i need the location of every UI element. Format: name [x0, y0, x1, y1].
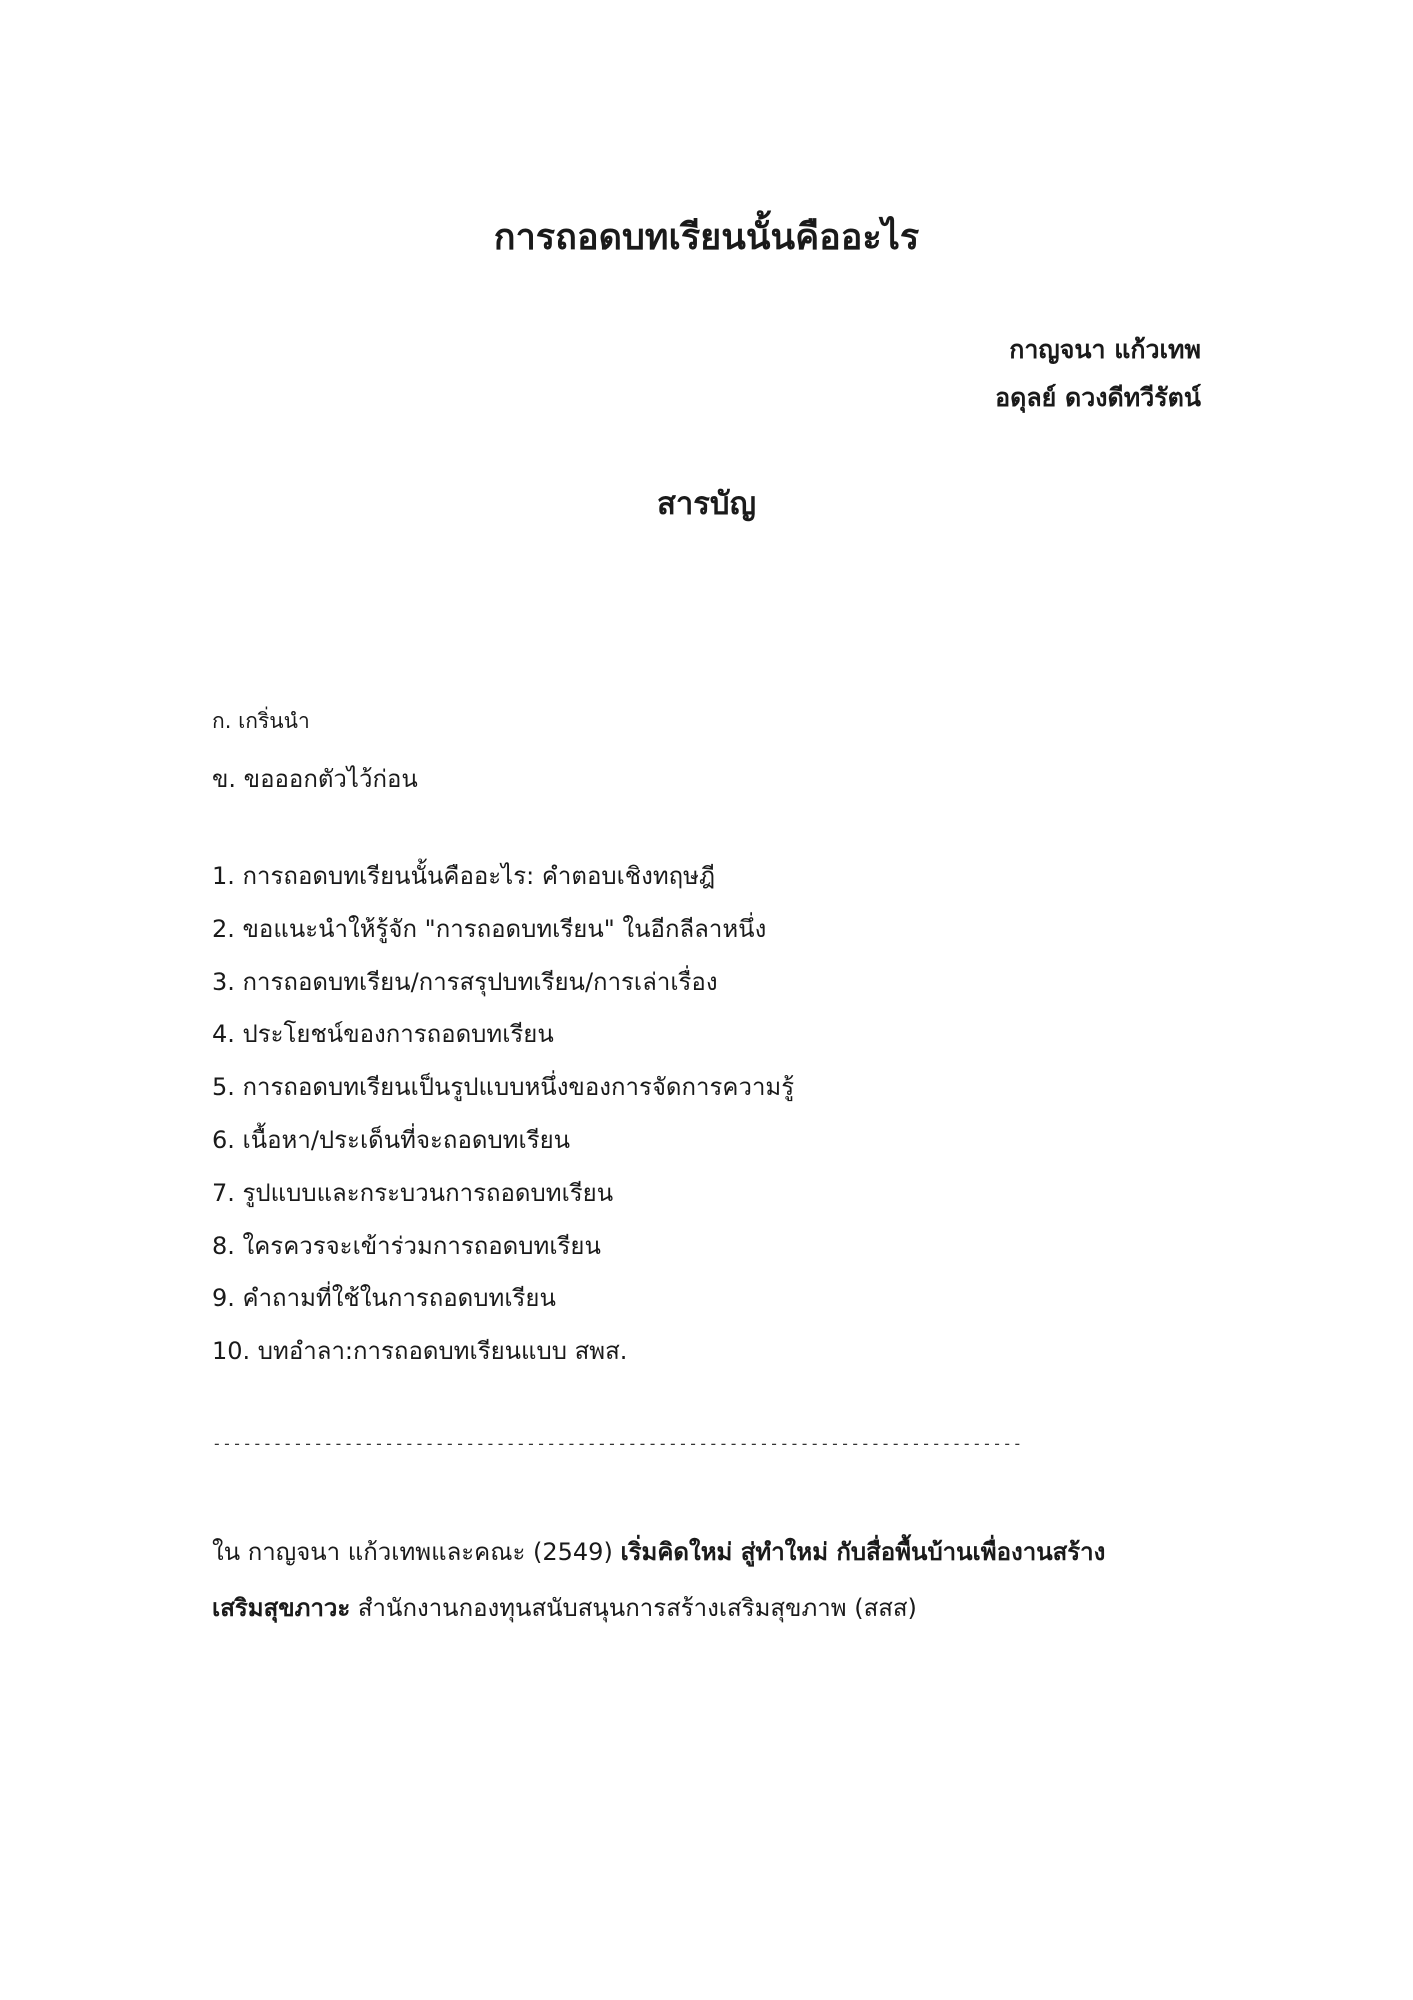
toc-item: 5. การถอดบทเรียนเป็นรูปแบบหนึ่งของการจัดการความรู้: [212, 1073, 795, 1102]
toc-item: 7. รูปแบบและกระบวนการถอดบทเรียน: [212, 1178, 614, 1207]
toc-item: 9. คำถามที่ใช้ในการถอดบทเรียน: [212, 1284, 556, 1313]
author-block: [995, 326, 1201, 422]
toc-list: [212, 850, 794, 1378]
toc-item: 3. การถอดบทเรียน/การสรุปบทเรียน/การเล่าเรื่อง: [212, 967, 718, 996]
reference-book-title: เสริมสุขภาวะ: [212, 1594, 351, 1622]
author-name: อดุลย์ ดวงดีทวีรัตน์: [995, 383, 1201, 412]
preliminary-item: ข. ขอออกตัวไว้ก่อน: [212, 765, 418, 793]
preliminary-list: [212, 692, 418, 808]
toc-item: 1. การถอดบทเรียนนั้นคืออะไร: คำตอบเชิงทฤษฎี: [212, 862, 716, 890]
author-name: กาญจนา แก้วเทพ: [1009, 335, 1201, 364]
toc-item: 2. ขอแนะนำให้รู้จัก "การถอดบทเรียน" ในอีกลีลาหนึ่ง: [212, 914, 767, 943]
toc-item: 4. ประโยชน์ของการถอดบทเรียน: [212, 1020, 554, 1049]
reference-citation: [212, 1524, 1212, 1636]
toc-heading: สารบัญ: [656, 486, 757, 522]
document-title: การถอดบทเรียนนั้นคืออะไร: [493, 217, 920, 258]
reference-prefix: ใน กาญจนา แก้วเทพและคณะ (2549): [212, 1538, 621, 1566]
reference-line-2: [212, 1580, 1212, 1636]
toc-item: 6. เนื้อหา/ประเด็นที่จะถอดบทเรียน: [212, 1125, 571, 1154]
divider-line: --------------------------------------------------------------------------------: [212, 1434, 1023, 1453]
reference-publisher: สำนักงานกองทุนสนับสนุนการสร้างเสริมสุขภาพ (สสส): [350, 1594, 917, 1622]
reference-book-title: เริ่มคิดใหม่ สู่ทำใหม่ กับสื่อพื้นบ้านเพื่องานสร้าง: [620, 1538, 1106, 1566]
toc-item: 10. บทอำลา:การถอดบทเรียนแบบ สพส.: [212, 1337, 628, 1366]
toc-item: 8. ใครควรจะเข้าร่วมการถอดบทเรียน: [212, 1231, 601, 1260]
preliminary-item: ก. เกริ่นนำ: [212, 709, 310, 733]
reference-line-1: [212, 1524, 1212, 1580]
